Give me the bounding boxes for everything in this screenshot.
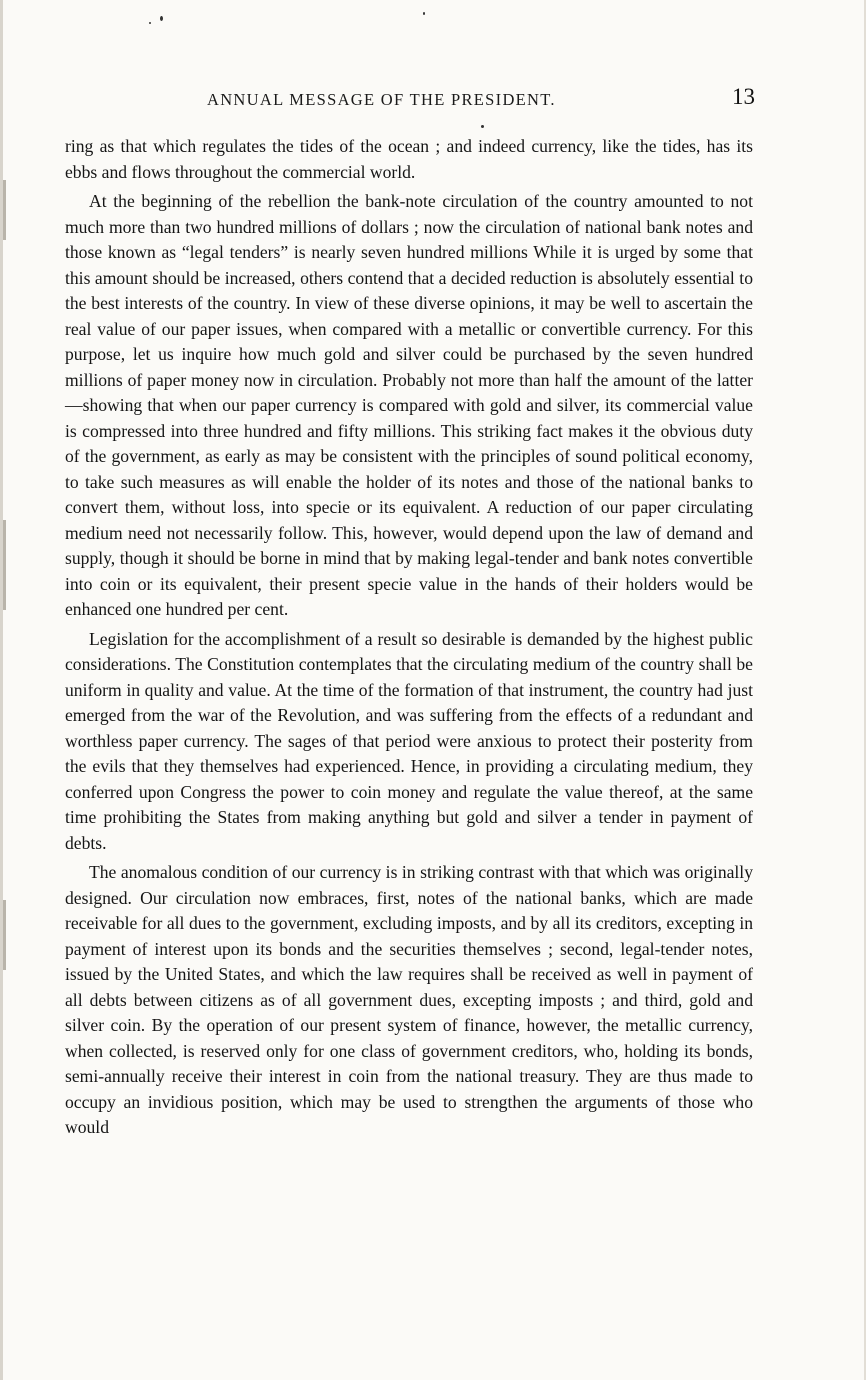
body-text [65, 134, 753, 1145]
paragraph-constitution-legislation: Legislation for the accomplishment of a result so desirable is demanded by the highest public considerations. The Constitution contemplates that the circulating medium of the country shall be uniform in quality and value. At the time of the formation of that instrument, the country had just emerged from the war of the Revolution, and was suffering from the effects of a redundant and worthless paper currency. The sages of that period were anxious to protect their posterity from the evils that they themselves had experienced. Hence, in providing a circulating medium, they conferred upon Congress the power to coin money and regulate the value thereof, at the same time prohibiting the States from making anything but gold and silver a tender in payment of debts. [65, 628, 753, 853]
paragraph-bank-note-circulation: At the beginning of the rebellion the bank-note circulation of the country amounted to not much more than two hundred millions of dollars ; now the circulation of national bank notes and those known as “legal tenders” is nearly seven hundred millions While it is urged by some that this amount should be increased, others contend that a decided reduction is absolutely essential to the best interests of the country. In view of these diverse opinions, it may be well to ascertain the real value of our paper issues, when compared with a metallic or convertible currency. For this purpose, let us inquire how much gold and silver could be purchased by the seven hundred millions of paper money now in circulation. Probably not more than half the amount of the latter—showing that when our paper currency is compared with gold and silver, its commercial value is compressed into three hundred and fifty millions. This striking fact makes it the obvious duty of the government, as early as may be consistent with the principles of sound political economy, to take such measures as will enable the holder of its notes and those of the national banks to convert them, without loss, into specie or its equivalent. A reduction of our paper circulating medium need not necessarily follow. This, however, would depend upon the law of demand and supply, though it should be borne in mind that by making legal-tender and bank notes convertible into coin or its equivalent, their present specie value in the hands of their holders would be enhanced one hundred per cent. [65, 191, 753, 619]
running-head: ANNUAL MESSAGE OF THE PRESIDENT. [207, 90, 556, 109]
ink-speck [160, 16, 163, 21]
page-header [65, 84, 755, 118]
binding-edge-mark [3, 520, 6, 610]
ink-speck [481, 125, 484, 128]
page-number: 13 [732, 84, 755, 109]
paragraph-tide-currency: ring as that which regulates the tides of the ocean ; and indeed currency, like the tides, has its ebbs and flows throughout the commercial world. [65, 136, 753, 182]
binding-edge-mark [3, 900, 6, 970]
binding-edge-mark [3, 180, 6, 240]
ink-speck [423, 12, 425, 15]
ink-speck [149, 22, 151, 24]
paragraph-anomalous-currency: The anomalous condition of our currency is in striking contrast with that which was originally designed. Our circulation now embraces, first, notes of the national banks, which are made receivable for all dues to the government, excluding imposts, and by all its creditors, excepting in payment of interest upon its bonds and the securities themselves ; second, legal-tender notes, issued by the United States, and which the law requires shall be received as well in payment of all debts between citizens as of all government dues, excepting imposts ; and third, gold and silver coin. By the operation of our present system of finance, however, the metallic currency, when collected, is reserved only for one class of government creditors, who, holding its bonds, semi-annually receive their interest in coin from the national treasury. They are thus made to occupy an invidious position, which may be used to strengthen the arguments of those who would [65, 862, 753, 1137]
